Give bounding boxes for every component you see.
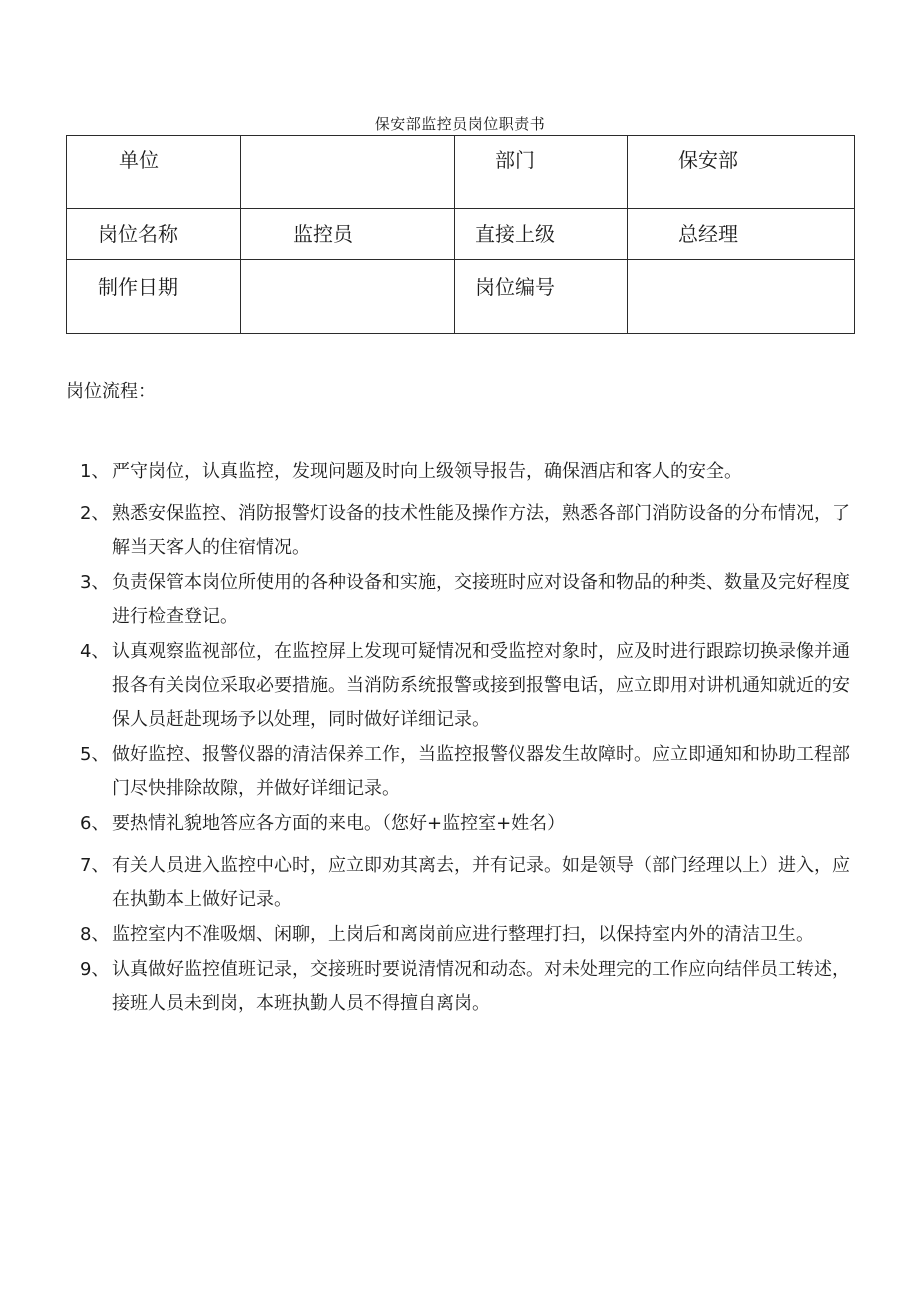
value-position-number bbox=[628, 260, 855, 334]
step-text: 要热情礼貌地答应各方面的来电。（您好+监控室+姓名） bbox=[112, 813, 566, 834]
document-title: 保安部监控员岗位职责书 bbox=[374, 115, 546, 133]
value-department: 保安部 bbox=[628, 136, 855, 209]
step-number: 1、 bbox=[80, 461, 110, 482]
list-item bbox=[80, 566, 860, 634]
step-text: 有关人员进入监控中心时，应立即劝其离去，并有记录。如是领导（部门经理以上）进入，应在执勤本上做好记录。 bbox=[112, 855, 850, 910]
step-text: 熟悉安保监控、消防报警灯设备的技术性能及操作方法，熟悉各部门消防设备的分布情况，了解当天客人的住宿情况。 bbox=[112, 503, 850, 558]
list-item bbox=[80, 953, 860, 1021]
step-text: 负责保管本岗位所使用的各种设备和实施，交接班时应对设备和物品的种类、数量及完好程度进行检查登记。 bbox=[112, 572, 850, 627]
step-text: 认真做好监控值班记录，交接班时要说清情况和动态。对未处理完的工作应向结伴员工转述，接班人员未到岗，本班执勤人员不得擅自离岗。 bbox=[112, 959, 850, 1014]
list-item bbox=[80, 807, 860, 841]
label-position-name: 岗位名称 bbox=[67, 209, 241, 260]
step-text: 认真观察监视部位，在监控屏上发现可疑情况和受监控对象时，应及时进行跟踪切换录像并通报各有关岗位采取必要措施。当消防系统报警或接到报警电话，应立即用对讲机通知就近的安保人员赶赴现场予以处理，同时做好详细记录。 bbox=[112, 641, 850, 730]
label-department: 部门 bbox=[455, 136, 628, 209]
duty-list bbox=[80, 455, 860, 1022]
list-item bbox=[80, 918, 860, 952]
table-row bbox=[67, 209, 855, 260]
job-info-table bbox=[66, 135, 855, 334]
step-number: 9、 bbox=[80, 959, 110, 980]
step-text: 做好监控、报警仪器的清洁保养工作，当监控报警仪器发生故障时。应立即通知和协助工程部门尽快排除故隙，并做好详细记录。 bbox=[112, 744, 850, 799]
flow-heading: 岗位流程： bbox=[66, 381, 156, 402]
list-item bbox=[80, 738, 860, 806]
list-item bbox=[80, 849, 860, 917]
list-item bbox=[80, 497, 860, 565]
step-number: 2、 bbox=[80, 503, 110, 524]
step-number: 3、 bbox=[80, 572, 110, 593]
list-item bbox=[80, 455, 860, 489]
step-number: 8、 bbox=[80, 924, 110, 945]
label-direct-supervisor: 直接上级 bbox=[455, 209, 628, 260]
table-row bbox=[67, 260, 855, 334]
value-unit bbox=[241, 136, 455, 209]
step-number: 4、 bbox=[80, 641, 110, 662]
list-item bbox=[80, 635, 860, 737]
value-position-name: 监控员 bbox=[241, 209, 455, 260]
step-number: 5、 bbox=[80, 744, 110, 765]
label-creation-date: 制作日期 bbox=[67, 260, 241, 334]
step-text: 严守岗位，认真监控，发现问题及时向上级领导报告，确保酒店和客人的安全。 bbox=[112, 461, 742, 482]
step-text: 监控室内不准吸烟、闲聊，上岗后和离岗前应进行整理打扫，以保持室内外的清洁卫生。 bbox=[112, 924, 814, 945]
step-number: 6、 bbox=[80, 813, 110, 834]
value-creation-date bbox=[241, 260, 455, 334]
value-direct-supervisor: 总经理 bbox=[628, 209, 855, 260]
step-number: 7、 bbox=[80, 855, 110, 876]
table-row bbox=[67, 136, 855, 209]
label-unit: 单位 bbox=[67, 136, 241, 209]
label-position-number: 岗位编号 bbox=[455, 260, 628, 334]
